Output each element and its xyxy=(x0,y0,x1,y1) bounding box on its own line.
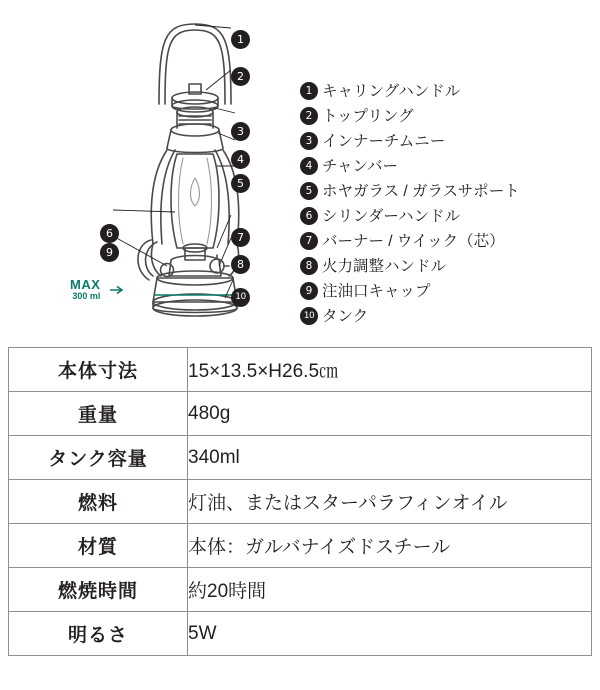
spec-label: 燃焼時間 xyxy=(9,568,188,612)
legend-label: バーナー / ウイック（芯） xyxy=(322,233,505,250)
spec-label: タンク容量 xyxy=(9,436,188,480)
legend-item xyxy=(300,230,590,253)
callout-3: 3 xyxy=(231,122,250,141)
parts-legend xyxy=(300,80,590,330)
callout-7: 7 xyxy=(231,228,250,247)
legend-number: 1 xyxy=(300,82,318,100)
spec-label: 本体寸法 xyxy=(9,348,188,392)
legend-label: キャリングハンドル xyxy=(322,83,461,100)
legend-number: 4 xyxy=(300,157,318,175)
legend-number: 2 xyxy=(300,107,318,125)
callout-9: 9 xyxy=(100,243,119,262)
max-volume-text: 300 ml xyxy=(72,291,101,301)
legend-label: タンク xyxy=(322,308,369,325)
legend-label: チャンバー xyxy=(322,158,398,175)
legend-item xyxy=(300,180,590,203)
legend-label: 火力調整ハンドル xyxy=(322,258,447,275)
spec-value: 本体：ガルバナイズドスチール xyxy=(188,524,592,568)
table-row xyxy=(9,524,592,568)
legend-number: 8 xyxy=(300,257,318,275)
legend-label: 注油口キャップ xyxy=(322,283,431,300)
table-row xyxy=(9,612,592,656)
table-row xyxy=(9,348,592,392)
legend-item xyxy=(300,280,590,303)
callout-8: 8 xyxy=(231,255,250,274)
table-row xyxy=(9,436,592,480)
legend-number: 3 xyxy=(300,132,318,150)
callout-5: 5 xyxy=(231,174,250,193)
legend-item xyxy=(300,80,590,103)
legend-item xyxy=(300,305,590,328)
legend-item xyxy=(300,205,590,228)
spec-value: 灯油、またはスターパラフィンオイル xyxy=(188,480,592,524)
callout-4: 4 xyxy=(231,150,250,169)
legend-item xyxy=(300,255,590,278)
table-row xyxy=(9,392,592,436)
legend-number: 5 xyxy=(300,182,318,200)
lantern-drawing-svg xyxy=(105,8,285,328)
legend-number: 9 xyxy=(300,282,318,300)
legend-item xyxy=(300,105,590,128)
callout-10: 10 xyxy=(231,288,250,307)
legend-label: シリンダーハンドル xyxy=(322,208,461,225)
legend-number: 6 xyxy=(300,207,318,225)
table-row xyxy=(9,568,592,612)
callout-1: 1 xyxy=(231,30,250,49)
legend-number: 10 xyxy=(300,307,318,325)
spec-value: 5W xyxy=(188,612,592,656)
spec-label: 重量 xyxy=(9,392,188,436)
legend-number: 7 xyxy=(300,232,318,250)
table-row xyxy=(9,480,592,524)
max-arrow-icon xyxy=(110,285,126,295)
spec-label: 明るさ xyxy=(9,612,188,656)
max-fill-label xyxy=(70,277,100,301)
specification-table xyxy=(8,347,592,656)
legend-item xyxy=(300,130,590,153)
callout-6: 6 xyxy=(100,224,119,243)
legend-label: ホヤガラス / ガラスサポート xyxy=(322,183,520,200)
legend-label: インナーチムニー xyxy=(322,133,446,150)
spec-value: 480g xyxy=(188,392,592,436)
lantern-illustration xyxy=(105,8,285,328)
legend-item xyxy=(300,155,590,178)
spec-label: 材質 xyxy=(9,524,188,568)
spec-label: 燃料 xyxy=(9,480,188,524)
spec-value: 340ml xyxy=(188,436,592,480)
callout-2: 2 xyxy=(231,67,250,86)
max-text: MAX xyxy=(70,277,101,292)
legend-label: トップリング xyxy=(322,108,414,125)
spec-value: 15×13.5×H26.5㎝ xyxy=(188,348,592,392)
spec-value: 約20時間 xyxy=(188,568,592,612)
